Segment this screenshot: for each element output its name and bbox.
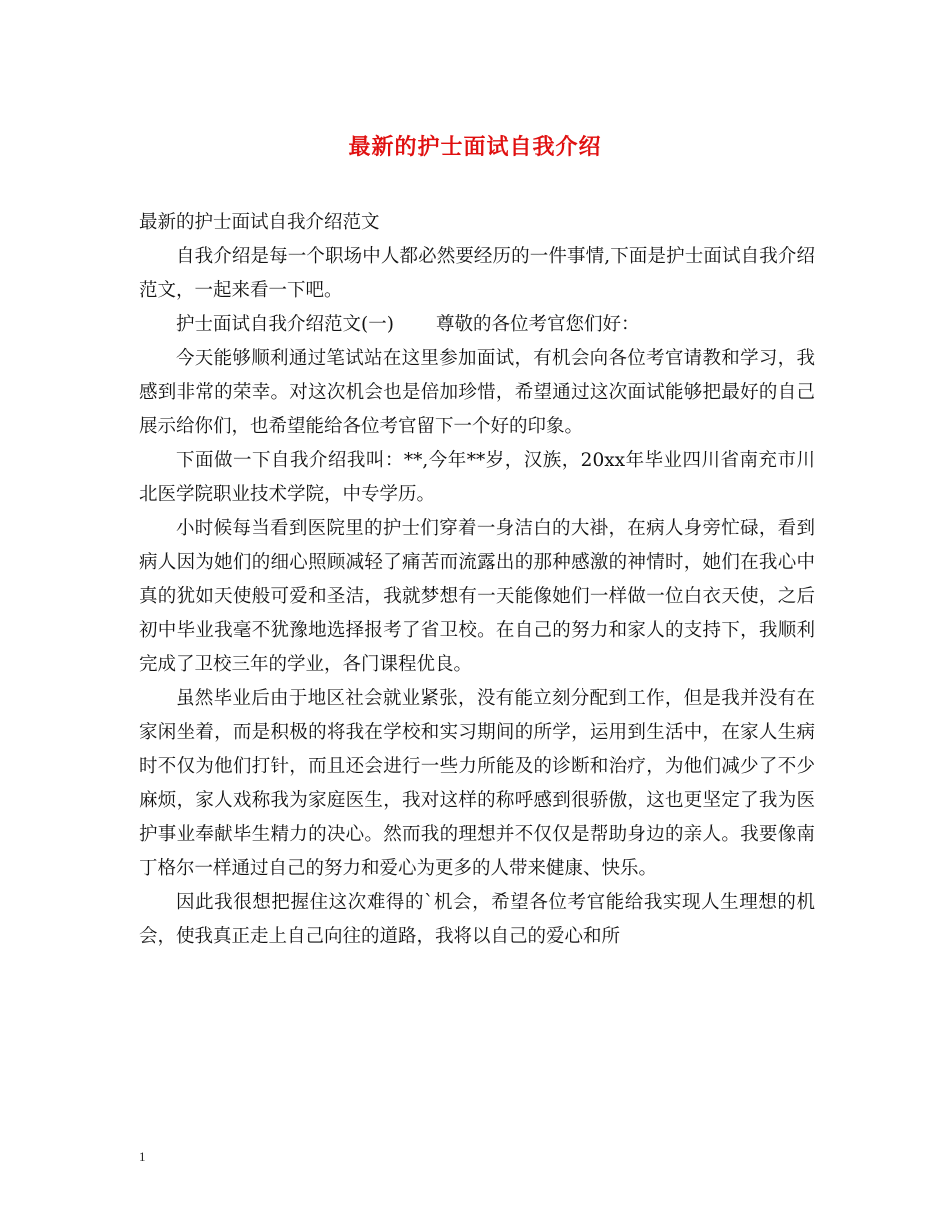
document-title: 最新的护士面试自我介绍 — [348, 134, 602, 160]
body-paragraph: 虽然毕业后由于地区社会就业紧张，没有能立刻分配到工作，但是我并没有在家闲坐着，而是积极的将我在学校和实习期间的所学，运用到生活中，在家人生病时不仅为他们打针，而且还会进行一些力所能及的诊断和治疗，为他们减少了不少麻烦，家人戏称我为家庭医生，我对这样的称呼感到很骄傲，这也更坚定了我为医护事业奉献毕生精力的决心。然而我的理想并不仅仅是帮助身边的亲人。我要像南丁格尔一样通过自己的努力和爱心为更多的人带来健康、快乐。 — [139, 688, 815, 879]
document-subtitle: 最新的护士面试自我介绍范文 — [139, 212, 380, 233]
page-number: 1 — [139, 1149, 146, 1164]
body-paragraph: 下面做一下自我介绍我叫：**,今年**岁，汉族，20xx年毕业四川省南充市川北医学院职业技术学院，中专学历。 — [139, 450, 815, 505]
body-paragraph: 今天能够顺利通过笔试站在这里参加面试，有机会向各位考官请教和学习，我感到非常的荣幸。对这次机会也是倍加珍惜，希望通过这次面试能够把最好的自己展示给你们，也希望能给各位考官留下一个好的印象。 — [139, 348, 815, 437]
sample-heading-line — [139, 308, 815, 342]
body-paragraph: 因此我很想把握住这次难得的`机会，希望各位考官能给我实现人生理想的机会，使我真正走上自己向往的道路，我将以自己的爱心和所 — [139, 892, 815, 947]
sample-heading: 护士面试自我介绍范文(一) — [176, 314, 394, 335]
intro-paragraph: 自我介绍是每一个职场中人都必然要经历的一件事情,下面是护士面试自我介绍范文，一起来看一下吧。 — [139, 246, 815, 301]
document-body — [139, 206, 815, 954]
greeting: 尊敬的各位考官您们好： — [435, 314, 640, 335]
body-paragraph: 小时候每当看到医院里的护士们穿着一身洁白的大褂，在病人身旁忙碌，看到病人因为她们的细心照顾减轻了痛苦而流露出的那种感激的神情时，她们在我心中真的犹如天使般可爱和圣洁，我就梦想有一天能像她们一样做一位白衣天使，之后初中毕业我毫不犹豫地选择报考了省卫校。在自己的努力和家人的支持下，我顺利完成了卫校三年的学业，各门课程优良。 — [139, 518, 815, 675]
